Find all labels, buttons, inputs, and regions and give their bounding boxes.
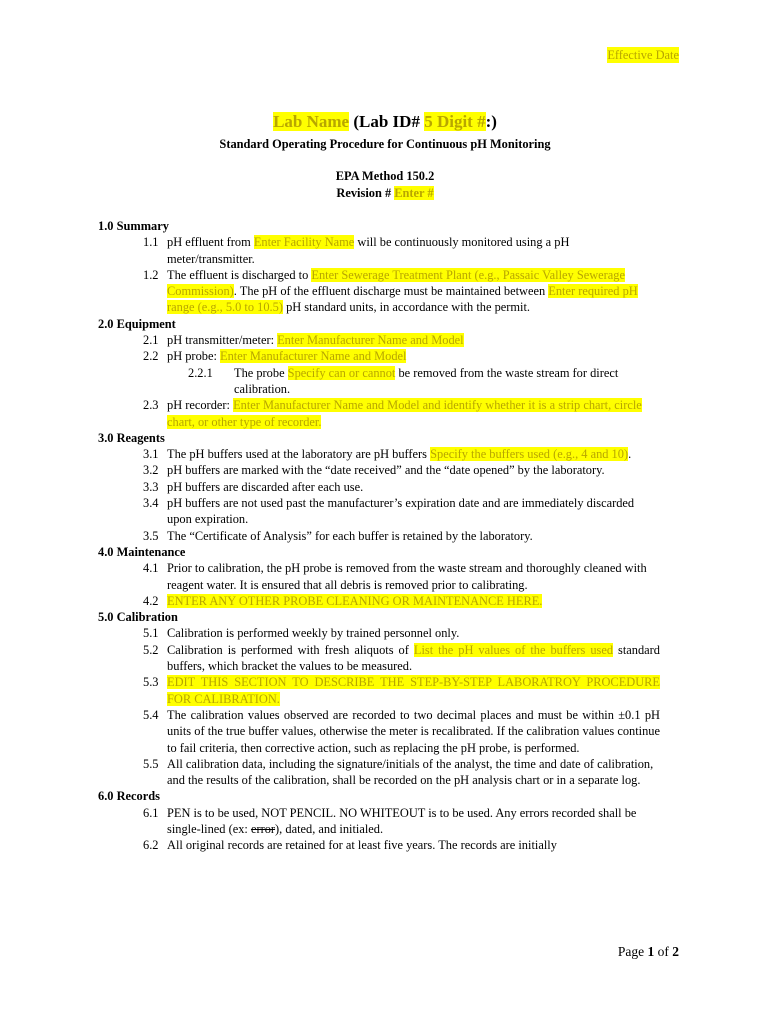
item-text xyxy=(167,805,660,838)
item-text: pH buffers are discarded after each use. xyxy=(167,479,364,494)
item-text-part: pH recorder: xyxy=(167,398,234,413)
probe-model-placeholder[interactable]: Enter Manufacturer Name and Model xyxy=(220,349,407,364)
ph-range-placeholder[interactable]: Enter required pH range (e.g., 5.0 to 10.5) xyxy=(167,284,638,315)
section-heading-summary: 1.0 Summary xyxy=(98,219,169,233)
section-heading-maintenance: 4.0 Maintenance xyxy=(98,544,186,559)
item-text xyxy=(167,674,660,707)
item-text xyxy=(167,234,660,267)
page-number xyxy=(618,944,679,960)
recorder-model-placeholder[interactable]: Enter Manufacturer Name and Model and identify whether it is a strip chart, circle chart, or other type of recorder. xyxy=(167,398,642,429)
item-text xyxy=(167,332,660,348)
lab-id-label: (Lab ID# xyxy=(349,112,425,131)
item-text-part: pH probe: xyxy=(167,349,220,364)
item-text-part: pH effluent from xyxy=(167,235,254,250)
item-number: 1.2 xyxy=(143,267,159,282)
page-of: of xyxy=(654,944,673,959)
revision-placeholder[interactable]: Enter # xyxy=(394,186,434,200)
item-number: 5.2 xyxy=(143,642,159,657)
item-text: All original records are retained for at least five years. The records are initially xyxy=(167,838,557,853)
strikethrough-example: error xyxy=(250,821,276,836)
list-item xyxy=(143,332,660,348)
item-text xyxy=(167,348,660,364)
item-text xyxy=(167,267,660,316)
item-text: The “Certificate of Analysis” for each buffer is retained by the laboratory. xyxy=(167,528,533,543)
item-number: 6.2 xyxy=(143,838,159,853)
sop-body xyxy=(98,218,660,854)
item-number: 5.5 xyxy=(143,756,159,771)
item-number: 2.2.1 xyxy=(188,365,213,380)
transmitter-model-placeholder[interactable]: Enter Manufacturer Name and Model xyxy=(277,333,464,348)
item-number: 4.1 xyxy=(143,561,159,576)
item-text-part: The pH buffers used at the laboratory are pH buffers xyxy=(167,447,431,462)
item-number: 1.1 xyxy=(143,235,159,250)
item-text: pH buffers are marked with the “date received” and the “date opened” by the laboratory. xyxy=(167,463,605,478)
list-item xyxy=(143,756,660,789)
item-text: The calibration values observed are recorded to two decimal places and must be within ±0.1 pH units of the true buffer values, otherwise the meter is recalibrated. If the calibration values continue to fail criteria, then corrective action, such as replacing the pH probe, is performed. xyxy=(167,707,660,755)
item-text-part: The effluent is discharged to xyxy=(167,267,312,282)
list-item xyxy=(143,625,660,641)
item-text xyxy=(167,593,660,609)
section-heading-reagents: 3.0 Reagents xyxy=(98,430,165,445)
list-item xyxy=(143,805,660,838)
item-number: 5.3 xyxy=(143,675,159,690)
page-total: 2 xyxy=(672,944,679,959)
title-suffix: :) xyxy=(485,112,497,131)
method-line: EPA Method 150.2 xyxy=(335,169,435,183)
list-item xyxy=(143,528,660,544)
item-text xyxy=(167,397,660,430)
revision-line xyxy=(0,185,770,201)
item-number: 2.1 xyxy=(143,333,159,348)
calibration-procedure-placeholder[interactable]: EDIT THIS SECTION TO DESCRIBE THE STEP-BY-STEP LABORATROY PROCEDURE FOR CALIBRATION. xyxy=(167,675,660,706)
item-text-part: Calibration is performed with fresh aliquots of xyxy=(167,642,414,657)
list-item xyxy=(143,707,660,756)
item-text-part: will be continuously monitored using a pH meter/transmitter. xyxy=(167,235,570,266)
list-item xyxy=(143,446,660,462)
item-number: 3.5 xyxy=(143,528,159,543)
page-label: Page xyxy=(617,944,648,959)
item-text-part: pH transmitter/meter: xyxy=(167,333,278,348)
item-number: 3.4 xyxy=(143,496,159,511)
revision-label: Revision # xyxy=(336,186,395,200)
item-number: 6.1 xyxy=(143,805,159,820)
item-number: 3.2 xyxy=(143,463,159,478)
item-text-part: . xyxy=(628,447,632,462)
item-number: 2.2 xyxy=(143,349,159,364)
buffer-values-placeholder[interactable]: List the pH values of the buffers used xyxy=(413,642,614,657)
list-item xyxy=(143,495,660,528)
item-text: Calibration is performed weekly by trained personnel only. xyxy=(167,626,460,641)
list-item xyxy=(143,462,660,478)
item-text: pH buffers are not used past the manufacturer’s expiration date and are immediately discarded upon expiration. xyxy=(167,496,635,527)
section-heading-calibration: 5.0 Calibration xyxy=(98,610,178,625)
item-text-part: pH standard units, in accordance with the permit. xyxy=(282,300,531,315)
lab-name-placeholder[interactable]: Lab Name xyxy=(273,112,350,131)
item-text: Prior to calibration, the pH probe is removed from the waste stream and thoroughly cleaned with reagent water. It is ensured that all debris is removed prior to calibrating. xyxy=(167,561,647,592)
list-item xyxy=(143,593,660,609)
list-item xyxy=(143,234,660,267)
maintenance-placeholder[interactable]: ENTER ANY OTHER PROBE CLEANING OR MAINTENANCE HERE. xyxy=(167,593,543,608)
list-item xyxy=(143,642,660,675)
lab-id-placeholder[interactable]: 5 Digit # xyxy=(424,112,486,131)
item-text xyxy=(167,446,660,462)
item-text-part: PEN is to be used, NOT PENCIL. NO WHITEOUT is to be used. Any errors recorded shall be single-lined (ex: xyxy=(167,805,637,836)
item-number: 3.1 xyxy=(143,447,159,462)
item-text-part: standard buffers, which bracket the values to be measured. xyxy=(167,642,660,674)
item-number: 4.2 xyxy=(143,593,159,608)
effective-date-placeholder[interactable]: Effective Date xyxy=(607,48,679,62)
list-item xyxy=(143,479,660,495)
item-text-part: . The pH of the effluent discharge must be maintained between xyxy=(233,284,549,299)
list-item xyxy=(143,674,660,707)
list-item xyxy=(143,837,660,853)
list-item xyxy=(143,348,660,364)
item-text xyxy=(234,365,660,398)
treatment-plant-placeholder[interactable]: Enter Sewerage Treatment Plant (e.g., Passaic Valley Sewerage Commission) xyxy=(167,267,625,299)
buffers-used-placeholder[interactable]: Specify the buffers used (e.g., 4 and 10) xyxy=(430,447,629,462)
document-subtitle: Standard Operating Procedure for Continuous pH Monitoring xyxy=(219,137,551,151)
item-number: 5.1 xyxy=(143,626,159,641)
item-number: 2.3 xyxy=(143,398,159,413)
list-item xyxy=(143,560,660,593)
item-text-part: The probe xyxy=(234,365,288,380)
page-title xyxy=(0,111,770,133)
item-number: 5.4 xyxy=(143,707,159,722)
page-current: 1 xyxy=(647,944,655,959)
item-number: 3.3 xyxy=(143,479,159,494)
item-text-part: be removed from the waste stream for direct calibration. xyxy=(234,365,619,396)
list-item xyxy=(143,397,660,430)
item-text: All calibration data, including the signature/initials of the analyst, the time and date of calibration, and the results of the calibration, shall be recorded on the pH analysis chart or in a separate log. xyxy=(167,756,654,788)
item-text-part: ), dated, and initialed. xyxy=(275,821,384,836)
list-item xyxy=(143,267,660,316)
facility-name-placeholder[interactable]: Enter Facility Name xyxy=(253,235,355,250)
sub-list-item xyxy=(188,365,660,398)
item-text xyxy=(167,642,660,675)
probe-removal-placeholder[interactable]: Specify can or cannot xyxy=(287,365,396,380)
section-heading-equipment: 2.0 Equipment xyxy=(98,316,176,331)
section-heading-records: 6.0 Records xyxy=(98,789,160,804)
